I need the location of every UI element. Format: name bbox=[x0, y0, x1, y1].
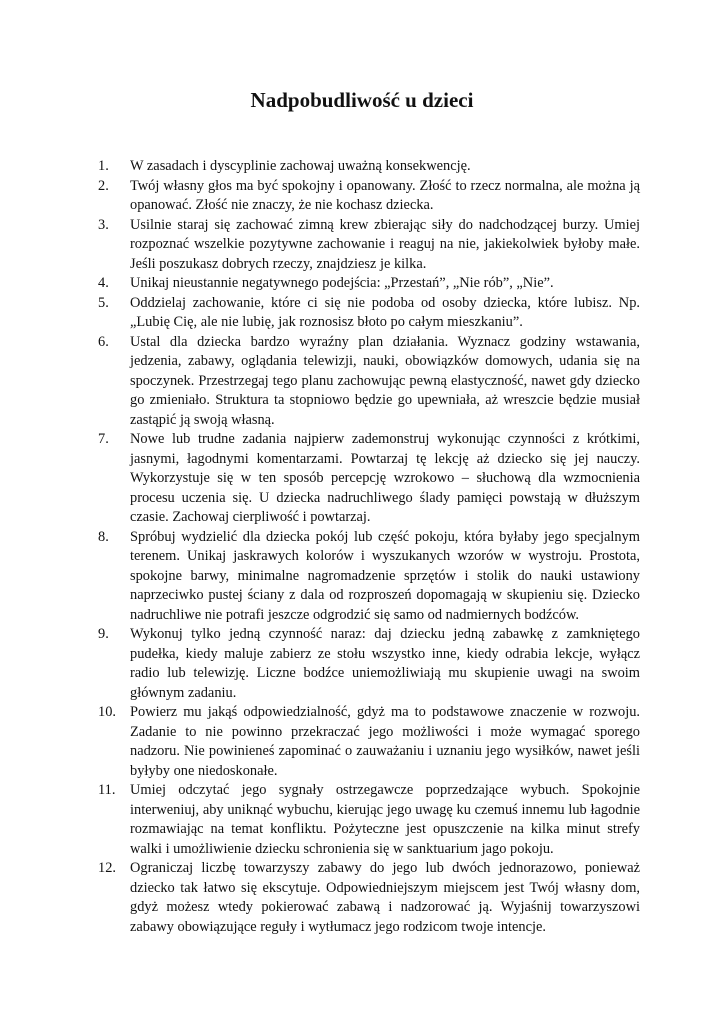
item-text: Oddzielaj zachowanie, które ci się nie podoba od osoby dziecka, które lubisz. Np. „Lubię Cię, ale nie lubię, jak roznosisz błoto po całym mieszkaniu”. bbox=[130, 294, 640, 330]
list-item bbox=[98, 528, 640, 626]
item-text: Ustal dla dziecka bardzo wyraźny plan działania. Wyznacz godziny wstawania, jedzenia, zabawy, oglądania telewizji, nauki, obowiązków domowych, udania się na spoczynek. Przestrzegaj tego planu zachowując pewną elastyczność, nawet gdy dziecko go zmieniało. Struktura ta stopniowo będzie go upewniała, aż wreszcie będzie musiał zastąpić ją swoją własną. bbox=[130, 333, 640, 428]
list-item bbox=[98, 216, 640, 275]
list-item bbox=[98, 430, 640, 528]
item-number: 10. bbox=[98, 704, 116, 720]
item-number: 8. bbox=[98, 528, 109, 545]
item-text: Twój własny głos ma być spokojny i opanowany. Złość to rzecz normalna, ale można ją opanować. Złość nie znaczy, że nie kochasz dziecka. bbox=[130, 177, 640, 213]
item-text: Powierz mu jakąś odpowiedzialność, gdyż ma to podstawowe znaczenie w rozwoju. Zadanie to nie powinno przekraczać jego możliwości i może wymagać sporego nadzoru. Nie powinieneś zapominać o zauważaniu i uznaniu jego wysiłków, nawet jeśli byłyby one niedoskonałe. bbox=[130, 704, 640, 779]
item-number: 6. bbox=[98, 333, 109, 350]
list-item bbox=[98, 294, 640, 333]
item-number: 4. bbox=[98, 275, 109, 291]
item-text: Umiej odczytać jego sygnały ostrzegawcze poprzedzające wybuch. Spokojnie interweniuj, aby uniknąć wybuchu, kierując jego uwagę ku czemuś innemu lub łagodnie rozmawiając na temat konfliktu. Pożyteczne jest opuszczenie na kilka minut strefy walki i umożliwienie dziecku schronienia się w sanktuarium jago pokoju. bbox=[130, 782, 640, 857]
item-number: 12. bbox=[98, 860, 116, 876]
item-text: Unikaj nieustannie negatywnego podejścia: „Przestań”, „Nie rób”, „Nie”. bbox=[130, 275, 554, 291]
item-number: 3. bbox=[98, 216, 109, 233]
item-text: Wykonuj tylko jedną czynność naraz: daj dziecku jedną zabawkę z zamkniętego pudełka, kiedy maluje zabierz ze stołu wszystko inne, kiedy odrabia lekcje, wyłącz radio lub telewizję. Liczne bodźce uniemożliwiają mu skupienie uwagi na swoim głównym zadaniu. bbox=[130, 626, 640, 701]
item-number: 9. bbox=[98, 626, 109, 642]
list-item bbox=[98, 625, 640, 703]
item-text: Usilnie staraj się zachować zimną krew zbierając siły do nadchodzącej burzy. Umiej rozpoznać wszelkie pozytywne zachowanie i reaguj na nie, jakiekolwiek byłoby małe. Jeśli poszukasz dobrych rzeczy, znajdziesz je kilka. bbox=[130, 216, 640, 272]
item-number: 2. bbox=[98, 177, 109, 194]
item-number: 1. bbox=[98, 158, 109, 174]
item-text: Ograniczaj liczbę towarzyszy zabawy do jego lub dwóch jednorazowo, ponieważ dziecko tak łatwo się ekscytuje. Odpowiedniejszym miejscem jest Twój własny dom, gdyż możesz wtedy pokierować zabawą i nadzorować ją. Wyjaśnij towarzyszowi zabawy obowiązujące reguły i wytłumacz jego rodzicom twoje intencje. bbox=[130, 860, 640, 935]
item-text: W zasadach i dyscyplinie zachowaj uważną konsekwencję. bbox=[130, 158, 471, 174]
list-item bbox=[98, 274, 640, 294]
list-item bbox=[98, 157, 640, 177]
list-item bbox=[98, 333, 640, 431]
item-number: 7. bbox=[98, 431, 109, 447]
item-number: 11. bbox=[98, 782, 116, 798]
list-item bbox=[98, 781, 640, 859]
item-text: Nowe lub trudne zadania najpierw zademonstruj wykonując czynności z krótkimi, jasnymi, łagodnymi komentarzami. Powtarzaj tę lekcję aż dziecko się jej nauczy. Wykorzystuje się w ten sposób percepcję wzrokowo – słuchową dla wzmocnienia procesu uczenia się. U dziecka nadruchliwego ślady pamięci powstają w dłuższym czasie. Zachowaj cierpliwość i powtarzaj. bbox=[130, 431, 640, 525]
item-number: 5. bbox=[98, 294, 109, 311]
item-text: Spróbuj wydzielić dla dziecka pokój lub część pokoju, która byłaby jego specjalnym terenem. Unikaj jaskrawych kolorów i wyszukanych wzorów w wystroju. Prostota, spokojne barwy, minimalne nagromadzenie sprzętów i stolik do nauki ustawiony naprzeciwko pustej ściany z dala od rozproszeń dopomagają w skupieniu się. Dziecko nadruchliwe nie potrafi jeszcze odgrodzić się samo od nadmiernych bodźców. bbox=[130, 528, 640, 623]
list-item bbox=[98, 177, 640, 216]
document-title: Nadpobudliwość u dzieci bbox=[250, 88, 474, 112]
advice-list bbox=[98, 157, 640, 937]
list-item bbox=[98, 703, 640, 781]
list-item bbox=[98, 859, 640, 937]
